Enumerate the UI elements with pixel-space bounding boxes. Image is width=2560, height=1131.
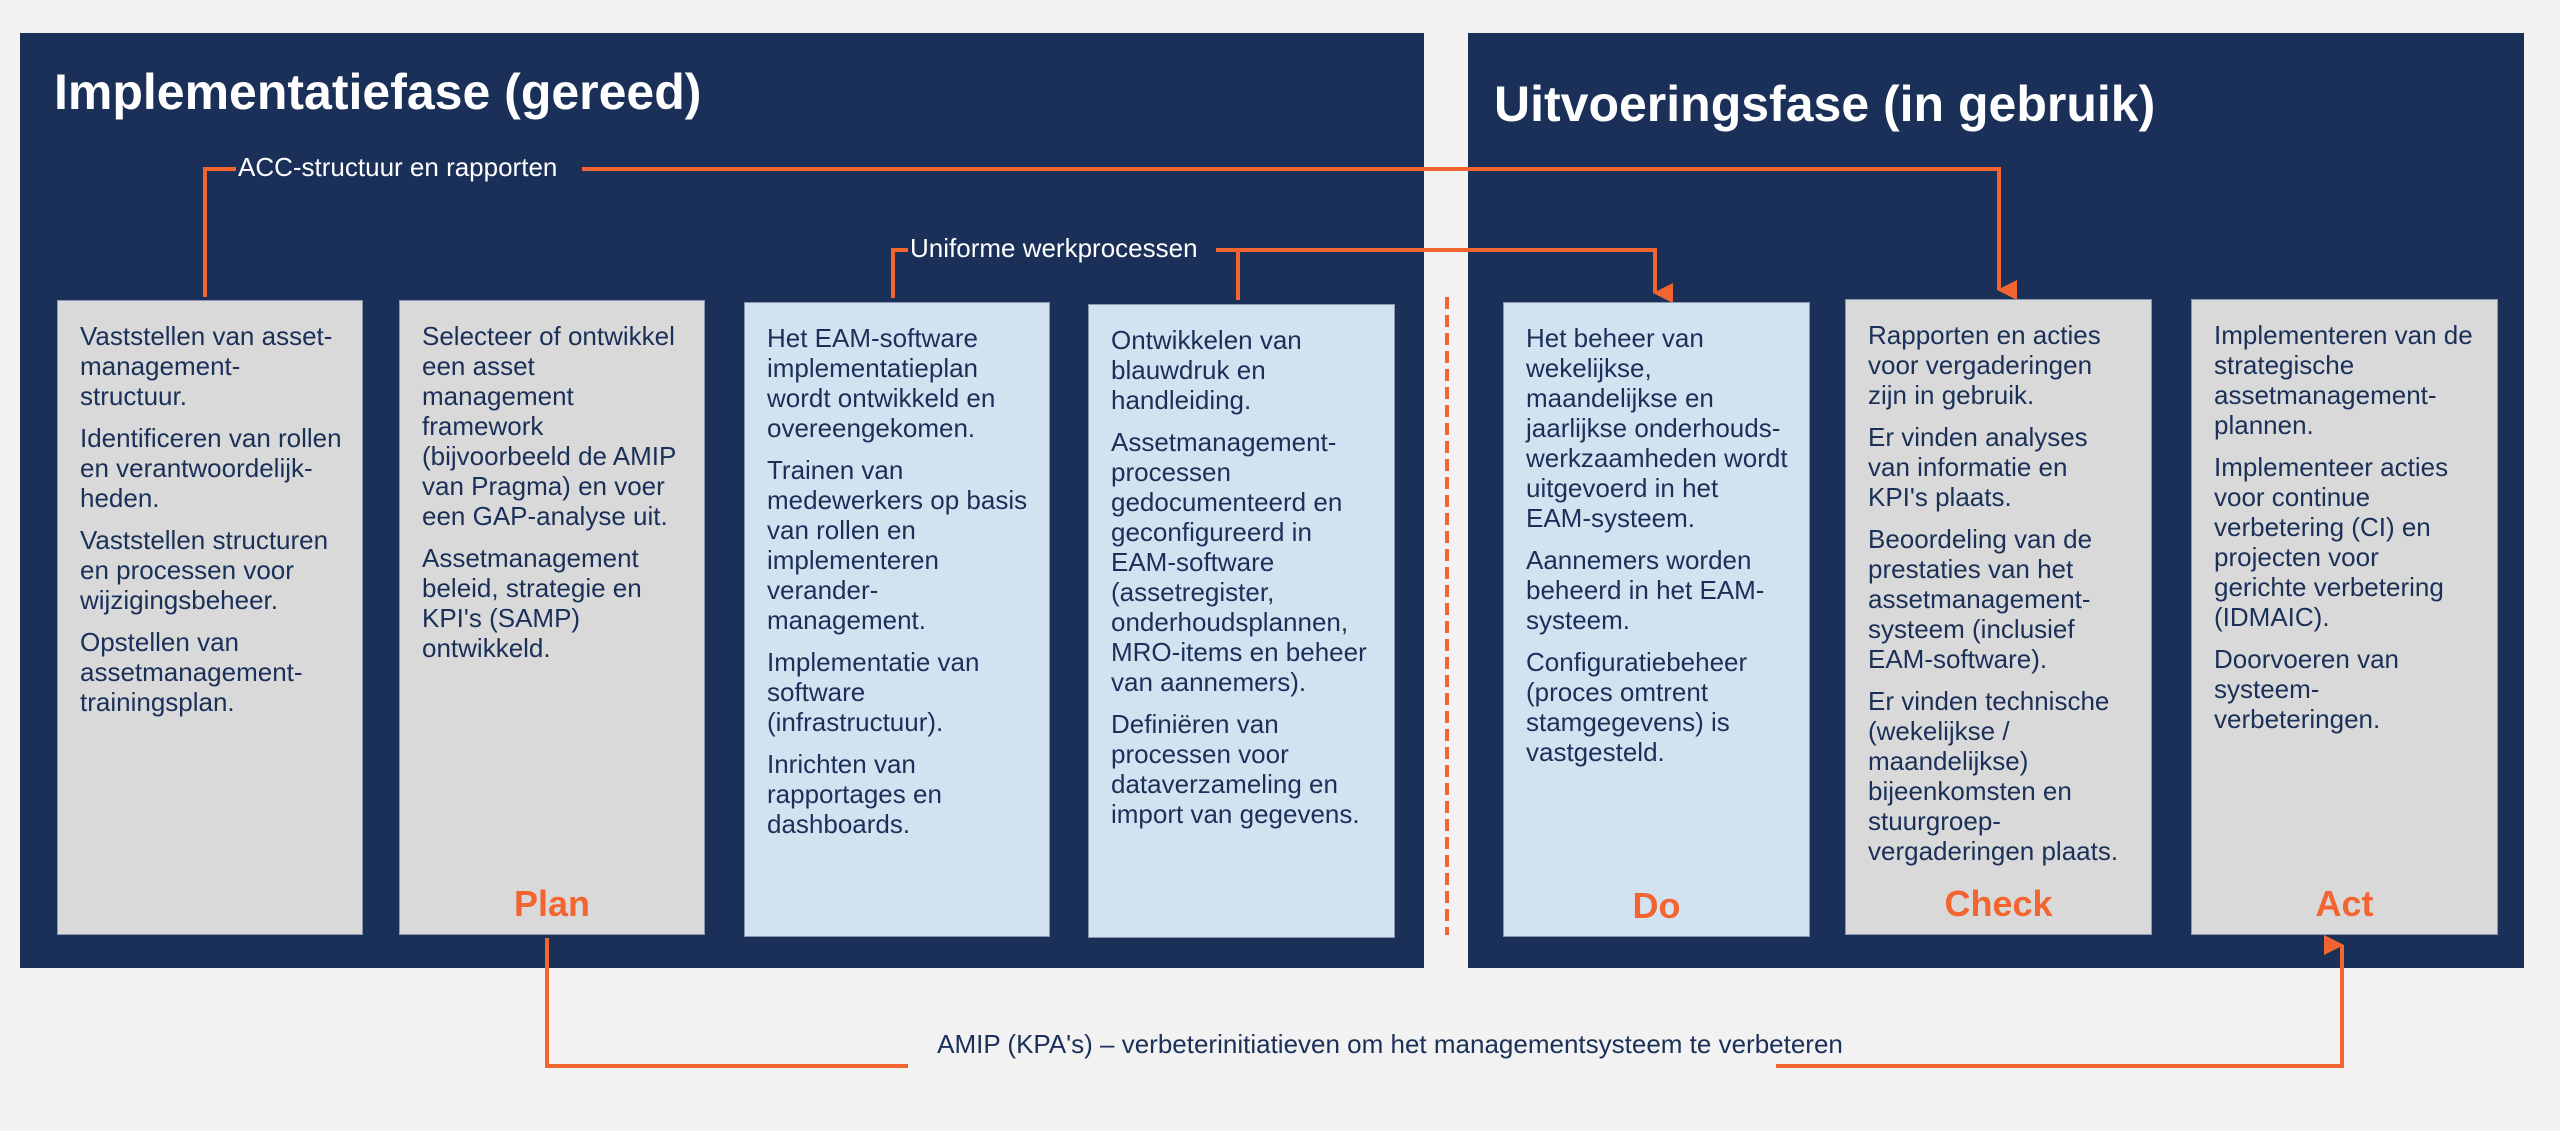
card-item: Het beheer van wekelijkse, maandelijkse en jaarlijkse onderhouds-werkzaamheden wordt uitgevoerd in het EAM-systeem. xyxy=(1526,323,1788,533)
card-asset-structure xyxy=(57,300,363,935)
card-item: Rapporten en acties voor vergaderingen zijn in gebruik. xyxy=(1868,320,2101,410)
card-item: Opstellen van assetmanagement-trainingsplan. xyxy=(80,627,303,717)
card-item: Configuratiebeheer (proces omtrent stamgegevens) is vastgesteld. xyxy=(1526,647,1748,767)
uniform-connector-right xyxy=(1216,250,1655,293)
execution-phase-title: Uitvoeringsfase (in gebruik) xyxy=(1494,76,2156,132)
acc-structure-label: ACC-structuur en rapporten xyxy=(238,152,558,182)
implementation-phase-title: Implementatiefase (gereed) xyxy=(54,64,702,120)
card-item: Inrichten van rapportages en dashboards. xyxy=(767,749,942,839)
acc-connector-right xyxy=(582,169,1999,290)
card-check xyxy=(1845,299,2152,935)
card-item: Assetmanagement-processen gedocumenteerd en geconfigureerd in EAM-software (assetregister, onderhoudsplannen, MRO-items en beheer van aannemers). xyxy=(1111,427,1367,697)
card-item: Implementeren van de strategische assetmanagement-plannen. xyxy=(2214,320,2473,440)
card-act xyxy=(2191,299,2498,935)
card-eam-implementation xyxy=(744,302,1050,937)
card-plan xyxy=(399,300,705,935)
card-item: Doorvoeren van systeem-verbeteringen. xyxy=(2214,644,2399,734)
card-item: Identificeren van rollen en verantwoordelijk-heden. xyxy=(80,423,342,513)
card-blueprint xyxy=(1088,304,1395,938)
check-label: Check xyxy=(1944,883,2053,924)
card-item: Implementatie van software (infrastructuur). xyxy=(767,647,980,737)
amip-connector-left xyxy=(547,938,908,1066)
do-label: Do xyxy=(1632,885,1681,926)
uniform-processes-label: Uniforme werkprocessen xyxy=(910,233,1198,263)
card-item: Er vinden technische (wekelijkse / maandelijkse) bijeenkomsten en stuurgroep-vergaderingen plaats. xyxy=(1868,686,2119,866)
uniform-connector-left xyxy=(893,250,908,298)
amip-improvement-label: AMIP (KPA's) – verbeterinitiatieven om het managementsysteem te verbeteren xyxy=(937,1029,1843,1059)
card-item: Implementeer acties voor continue verbetering (CI) en projecten voor gerichte verbetering (IDMAIC). xyxy=(2214,452,2449,632)
card-item: Ontwikkelen van blauwdruk en handleiding. xyxy=(1111,325,1302,415)
card-do xyxy=(1503,302,1810,937)
card-item: Assetmanagement beleid, strategie en KPI's (SAMP) ontwikkeld. xyxy=(422,543,642,663)
card-item: Aannemers worden beheerd in het EAM-systeem. xyxy=(1526,545,1765,635)
card-item: Vaststellen structuren en processen voor wijzigingsbeheer. xyxy=(80,525,329,615)
card-item: Trainen van medewerkers op basis van rollen en implementeren verander-management. xyxy=(767,455,1028,635)
card-item: Selecteer of ontwikkel een asset management framework (bijvoorbeeld de AMIP van Pragma) en voer een GAP-analyse uit. xyxy=(422,321,676,531)
card-item: Definiëren van processen voor dataverzameling en import van gegevens. xyxy=(1111,709,1360,829)
plan-label: Plan xyxy=(513,883,591,924)
act-label: Act xyxy=(2315,883,2374,924)
card-item: Vaststellen van asset-management-structuur. xyxy=(80,321,333,411)
card-item: Er vinden analyses van informatie en KPI's plaats. xyxy=(1868,422,2088,512)
card-item: Beoordeling van de prestaties van het assetmanagement-systeem (inclusief EAM-software). xyxy=(1868,524,2093,674)
card-item: Het EAM-software implementatieplan wordt ontwikkeld en overeengekomen. xyxy=(767,323,996,443)
acc-connector-left xyxy=(205,169,236,297)
